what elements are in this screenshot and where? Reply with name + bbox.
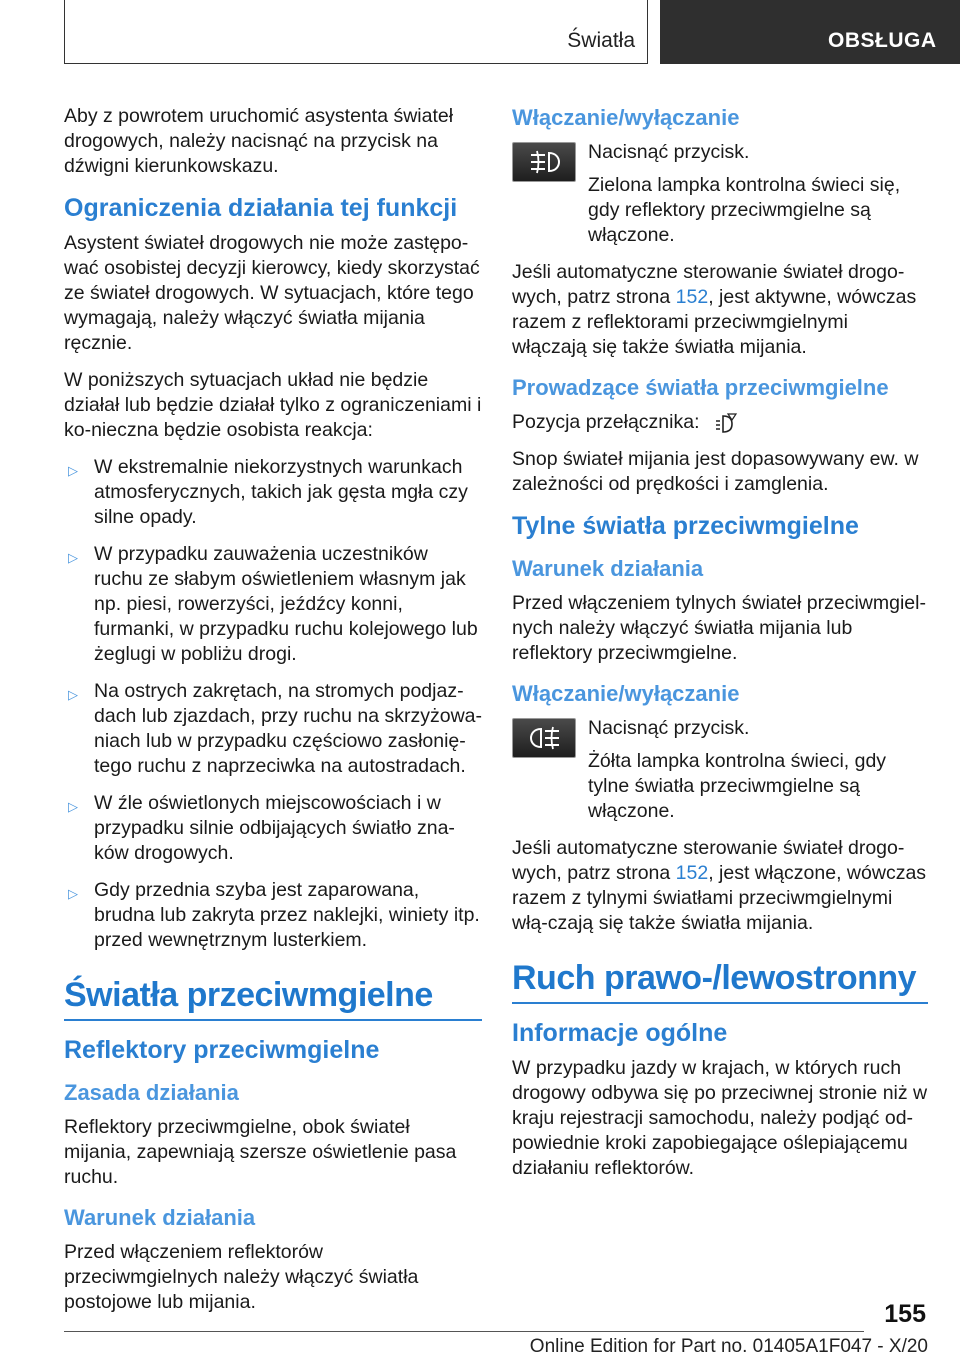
limits-list [64, 455, 482, 953]
general-text: W przypadku jazdy w krajach, w których ruch drogowy odbywa się po przeciwnej stronie niż w kraju rejestracji samochodu, należy podjąć od‐powiednie kroki zapobiegające oślepiającemu działaniu reflektorów. [512, 1057, 928, 1179]
rear-auto-text: Jeśli automatyczne sterowanie świateł drogo‐wych, patrz strona 152, jest włączone, wówczas razem z tylnymi światłami przeciwmgielnymi włą‐czają się także światła mijania. [512, 837, 927, 934]
rear-lamp-text: Żółta lampka kontrolna świeci, gdy tylne światła przeciwmgielne są włączone. [588, 750, 887, 822]
condition-heading: Warunek działania [64, 1205, 256, 1230]
general-heading: Informacje ogólne [512, 1019, 728, 1047]
header-chapter-title: OBSŁUGA [828, 29, 937, 52]
rear-condition-text: Przed włączeniem tylnych świateł przeciwmgiel‐nych należy włączyć światła mijania lub reflektory przeciwmgielne. [512, 592, 926, 664]
list-item: ▷ W źle oświetlonych miejscowościach i w przypadku silnie odbijających światło zna‐ków drogowych. [68, 792, 455, 864]
front-fog-light-icon [527, 149, 563, 175]
condition-text: Przed włączeniem reflektorów przeciwmgielnych należy włączyć światła postojowe lub mijania. [64, 1241, 419, 1313]
triangle-bullet-icon: ▷ [68, 550, 78, 565]
front-fog-button [512, 142, 576, 182]
rear-press-text: Nacisnąć przycisk. [588, 717, 750, 739]
footer-edition: Online Edition for Part no. 01405A1F047 - X/20 [529, 1336, 928, 1357]
guide-fog-light-icon [714, 412, 738, 434]
limits-heading: Ograniczenia działania tej funkcji [64, 194, 458, 222]
traffic-title: Ruch prawo-/lewostronny [512, 956, 928, 1004]
front-fog-button-block [512, 140, 928, 248]
triangle-bullet-icon: ▷ [68, 886, 78, 901]
right-column [512, 104, 928, 1193]
rear-fog-light-icon [527, 725, 563, 751]
fog-lights-title: Światła przeciwmgielne [64, 973, 482, 1021]
limits-paragraph-2: W poniższych sytuacjach układ nie będzie działał lub będzie działał tylko z ograniczeniami i ko‐nieczna będzie osobista reakcja: [64, 369, 482, 441]
triangle-bullet-icon: ▷ [68, 687, 78, 702]
list-item: ▷ Na ostrych zakrętach, na stromych podjaz‐dach lub zjazdach, przy ruchu na skrzyżowa‐niach lub w przypadku częściowo zasłonię‐tego ruchu z naprzeciwka na autostradach. [68, 680, 483, 777]
front-press-text: Nacisnąć przycisk. [588, 141, 750, 163]
triangle-bullet-icon: ▷ [68, 799, 78, 814]
list-item: ▷ W przypadku zauważenia uczestników ruchu ze słabym oświetleniem własnym jak np. piesi, rowerzyści, jeźdźcy konni, furmanki, w przypadku ruchu kolejowego lub żeglugi w pobliżu drogi. [68, 543, 478, 665]
rear-fog-button [512, 718, 576, 758]
rear-onoff-heading: Włączanie/wyłączanie [512, 681, 740, 706]
rear-fog-heading: Tylne światła przeciwmgielne [512, 512, 859, 540]
limits-paragraph-1: Asystent świateł drogowych nie może zastępo‐wać osobistej decyzji kierowcy, kiedy skorzystać ze świateł drogowych. W sytuacjach, które tego wymagają, należy włączyć światła mijania ręcznie. [64, 232, 480, 354]
principle-heading: Zasada działania [64, 1080, 239, 1105]
page-link[interactable]: 152 [675, 862, 709, 884]
triangle-bullet-icon: ▷ [68, 463, 78, 478]
rear-fog-button-block [512, 716, 928, 824]
guide-switch-text: Pozycja przełącznika: [512, 410, 928, 435]
principle-text: Reflektory przeciwmgielne, obok świateł mijania, zapewniają szersze oświetlenie pasa ruchu. [64, 1116, 457, 1188]
list-item: ▷ Gdy przednia szyba jest zaparowana, brudna lub zakryta przez naklejki, winiety itp. przed wewnętrznym lusterkiem. [68, 879, 480, 951]
front-fog-heading: Reflektory przeciwmgielne [64, 1036, 380, 1064]
guide-heading: Prowadzące światła przeciwmgielne [512, 375, 889, 400]
list-item: ▷ W ekstremalnie niekorzystnych warunkach atmosferycznych, takich jak gęsta mgła czy silne opady. [68, 456, 468, 528]
page-number: 155 [884, 1300, 926, 1328]
left-column [64, 104, 482, 1327]
guide-text: Snop świateł mijania jest dopasowywany ew. w zależności od prędkości i zamglenia. [512, 448, 919, 495]
page-link[interactable]: 152 [675, 286, 709, 308]
header-section-box [64, 0, 648, 64]
rear-condition-heading: Warunek działania [512, 556, 704, 581]
front-auto-text: Jeśli automatyczne sterowanie świateł drogo‐wych, patrz strona 152, jest aktywne, wówczas razem z reflektorami przeciwmgielnymi włączają się także światła mijania. [512, 261, 917, 358]
header-section-title: Światła [567, 29, 635, 52]
front-lamp-text: Zielona lampka kontrolna świeci się, gdy reflektory przeciwmgielne są włączone. [588, 174, 901, 246]
footer-divider [64, 1331, 864, 1332]
header-chapter-box [660, 0, 960, 64]
onoff-heading: Włączanie/wyłączanie [512, 105, 740, 130]
intro-paragraph: Aby z powrotem uruchomić asystenta świateł drogowych, należy nacisnąć na przycisk na dźwigni kierunkowskazu. [64, 105, 454, 177]
